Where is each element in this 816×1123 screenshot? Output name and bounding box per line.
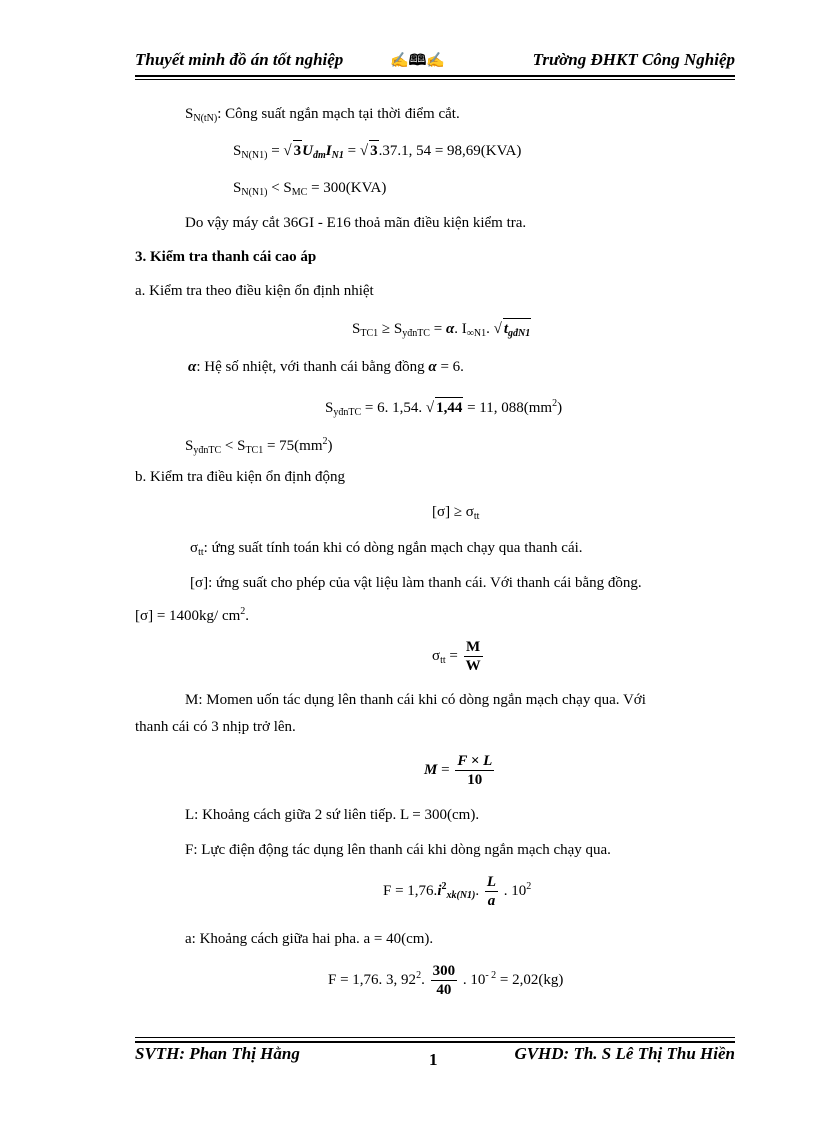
formula-force: $F = 1,76.i^2_{xk(N1)}$. $\frac{L}{a}$ . $10^2$	[383, 874, 532, 909]
allowable-stress-value: [σ] = 1400kg/ $cm^2$.	[135, 606, 250, 624]
footer-student: SVTH: Phan Thị Hằng	[135, 1044, 300, 1063]
snt-definition: $S_{N(tN)}$: Công suất ngắn mạch tại thời điểm cắt.	[185, 106, 460, 124]
header-university: Trường ĐHKT Công Nghiệp	[532, 50, 735, 69]
alpha-definition: α: Hệ số nhiệt, với thanh cái bằng đồng α = 6.	[188, 359, 464, 375]
force-definition: F: Lực điện động tác dụng lên thanh cái khi dòng ngắn mạch chạy qua.	[185, 842, 611, 858]
formula-min-section: $S_{yđnTC} = 6$. 1,54. √ 1,44 = 11, $088(mm^2)$	[325, 398, 563, 418]
header-rule-thin	[135, 79, 735, 80]
section-heading-3: 3. Kiểm tra thanh cái cao áp	[135, 249, 317, 265]
footer-rule-thin	[135, 1037, 735, 1038]
formula-sn-compare: $S_{N(N1)} < S_{MC} = 300(KVA)$	[233, 180, 387, 198]
formula-sigma-tt: $\sigma_{tt}$ = $\frac{M}{W}$	[432, 639, 481, 674]
allowable-stress-text: [σ]: ứng suất cho phép của vật liệu làm thanh cái. Với thanh cái bằng đồng.	[190, 575, 642, 591]
header-rule	[135, 75, 735, 77]
breaker-conclusion: Do vậy máy cắt 36GI - E16 thoả mãn điều kiện kiểm tra.	[185, 215, 527, 231]
page-header	[135, 50, 735, 78]
phase-distance-definition: a: Khoảng cách giữa hai pha. a = 40(cm).	[185, 931, 434, 947]
footer-rule	[135, 1041, 735, 1043]
footer-supervisor: GVHD: Th. S Lê Thị Thu Hiền	[514, 1044, 735, 1063]
span-length-definition: L: Khoảng cách giữa 2 sứ liên tiếp. L = 300(cm).	[185, 807, 480, 823]
sigma-tt-definition: $\sigma_{tt}$: ứng suất tính toán khi có dòng ngắn mạch chạy qua thanh cái.	[190, 540, 583, 558]
formula-sn-n1: $S_{N(N1)}$ = √ $3U_{đm}I_{N1}$ = √ 3.37.1, 54 = 98,69(KVA)	[233, 140, 521, 166]
moment-definition: M: Momen uốn tác dụng lên thanh cái khi có dòng ngắn mạch chạy qua. Với	[185, 692, 646, 708]
formula-thermal: $S_{TC1} \ge S_{yđnTC} = \alpha$. $I_{\infty N1}$. √ $t_{gđN1}$	[352, 318, 531, 344]
formula-section-compare: $S_{yđnTC} < S_{TC1} = 75(mm^2)$	[185, 436, 333, 456]
header-thesis-title: Thuyết minh đồ án tốt nghiệp	[135, 50, 344, 69]
formula-force-value: F = 1,76. 3, $92^2$. $\frac{300}{40}$ . $10^{- 2} = 2,02(kg)$	[328, 963, 564, 998]
subsection-b: b. Kiểm tra điều kiện ổn định động	[135, 469, 345, 485]
header-ornament: ✍🕮✍	[390, 53, 446, 69]
formula-stress-condition: $[\sigma] \ge \sigma_{tt}$	[432, 504, 480, 522]
page-footer	[135, 1044, 735, 1070]
formula-moment: M = $\frac{F \times L}{10}$	[424, 753, 493, 788]
subsection-a: a. Kiểm tra theo điều kiện ổn định nhiệt	[135, 283, 374, 299]
page-number: 1	[429, 1050, 438, 1069]
moment-definition-cont: thanh cái có 3 nhịp trở lên.	[135, 719, 296, 735]
